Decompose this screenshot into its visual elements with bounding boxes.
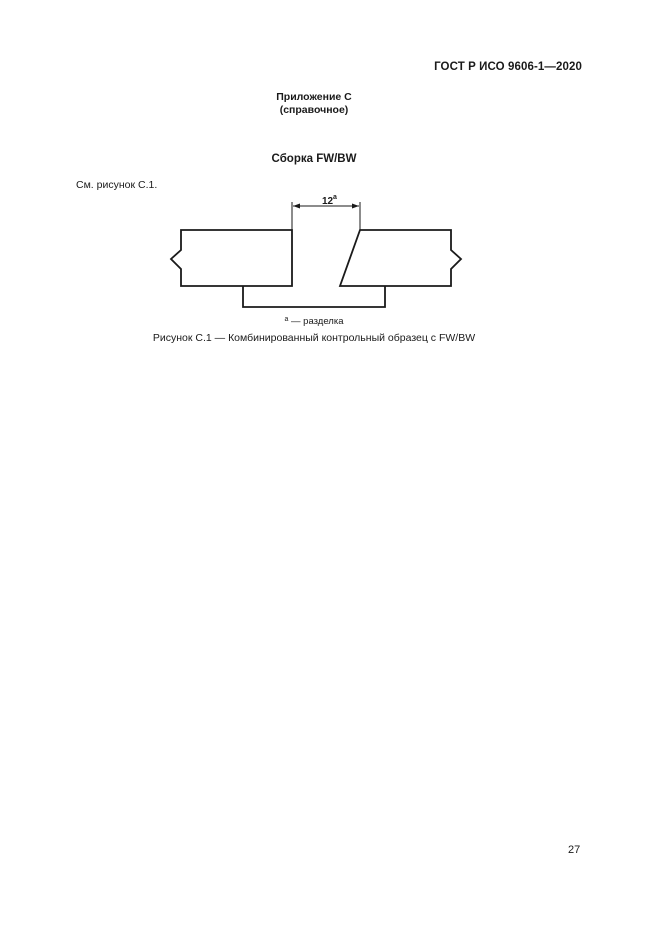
figure-reference-text: См. рисунок С.1. bbox=[76, 179, 158, 191]
appendix-heading bbox=[0, 91, 628, 117]
figure-footnote bbox=[0, 316, 628, 327]
dimension-value: 12 bbox=[322, 196, 334, 207]
page-number: 27 bbox=[568, 844, 581, 856]
footnote-mark: a bbox=[284, 316, 289, 323]
footnote-text: — разделка bbox=[288, 316, 344, 327]
backing-strip bbox=[243, 286, 385, 307]
assembly-figure bbox=[160, 190, 470, 315]
right-plate bbox=[340, 230, 461, 286]
section-title: Сборка FW/BW bbox=[271, 153, 357, 165]
document-standard-number: ГОСТ Р ИСО 9606-1—2020 bbox=[434, 61, 582, 73]
dimension-mark: a bbox=[333, 194, 337, 201]
appendix-subtitle: (справочное) bbox=[279, 104, 349, 116]
assembly-drawing bbox=[160, 190, 470, 315]
dimension-arrow-left bbox=[293, 204, 300, 209]
dimension-arrow-right bbox=[352, 204, 359, 209]
figure-caption: Рисунок С.1 — Комбинированный контрольный образец с FW/BW bbox=[152, 332, 476, 344]
appendix-title: Приложение С bbox=[276, 91, 352, 103]
left-plate bbox=[171, 230, 292, 286]
